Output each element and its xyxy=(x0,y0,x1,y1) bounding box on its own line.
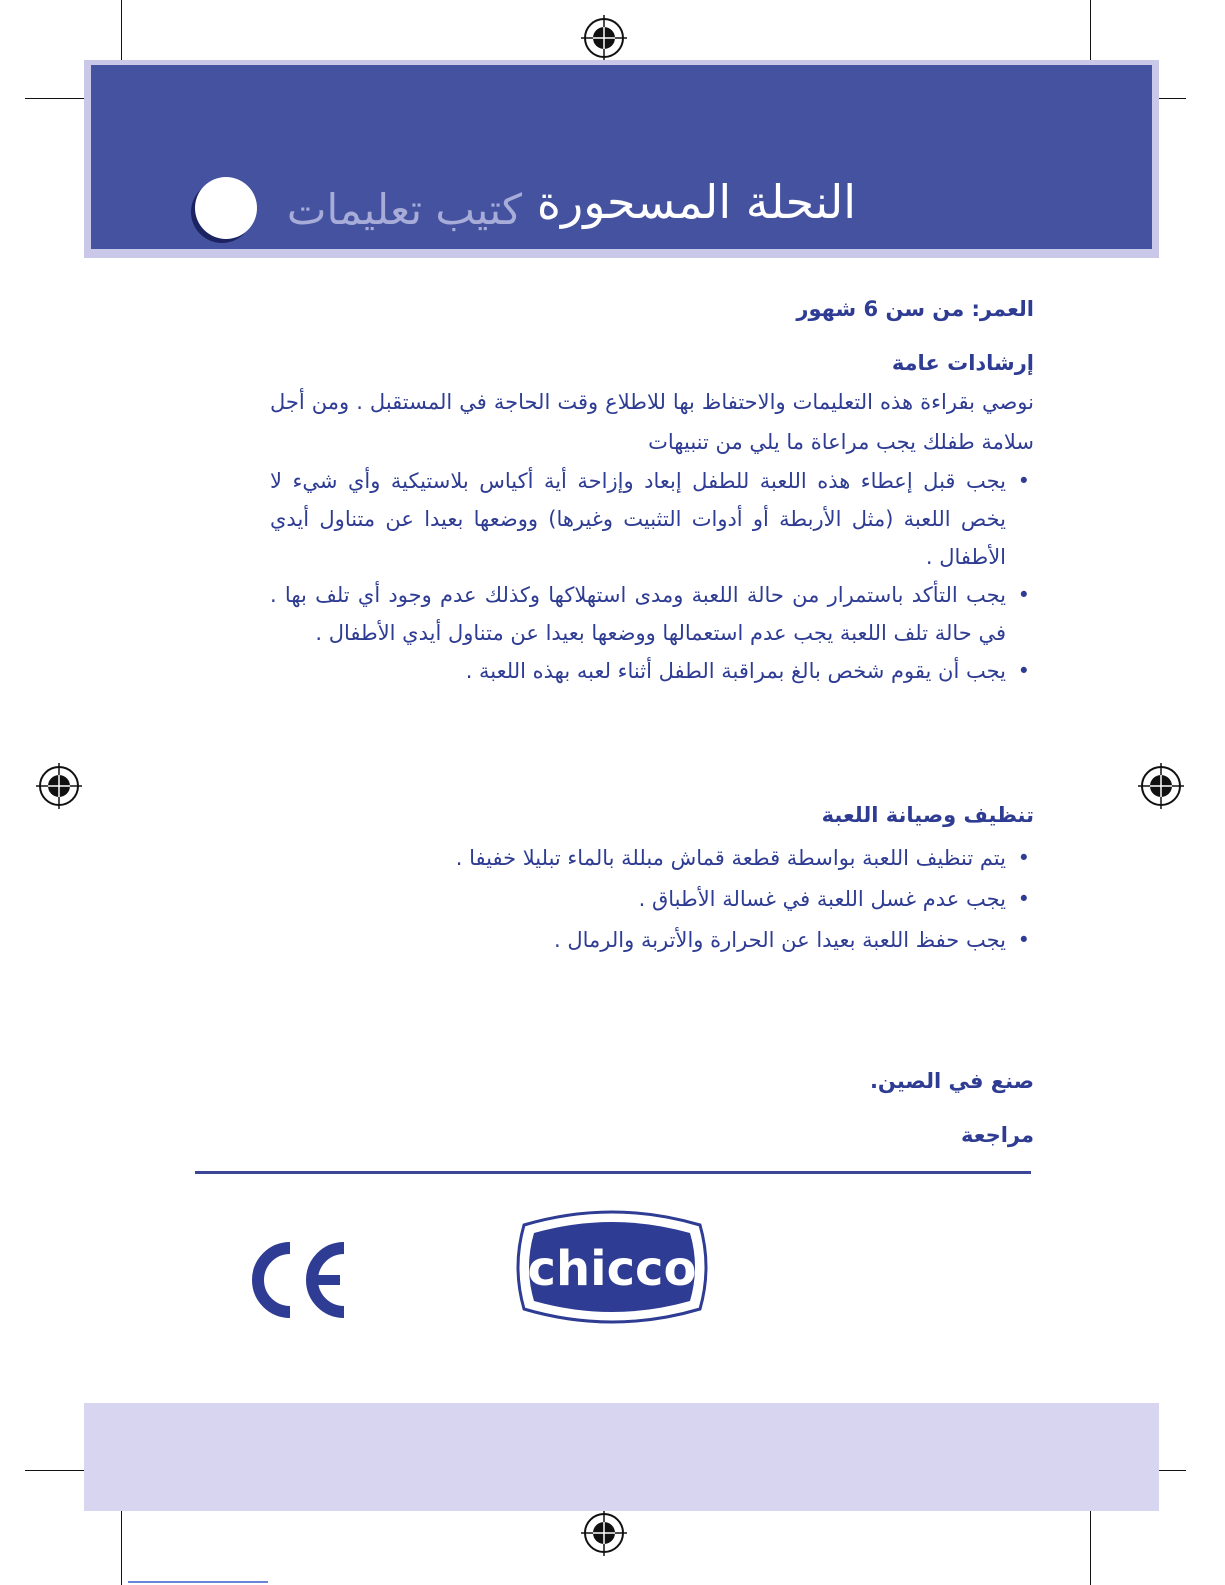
list-item: • يجب قبل إعطاء هذه اللعبة للطفل إبعاد وإزاحة أية أكياس بلاستيكية وأي شيء لا يخص اللعبة (مثل الأربطة أو أدوات التثبيت وغيرها) ووضعها بعيدا عن متناول أيدي الأطفال . xyxy=(270,462,1034,576)
footer-band xyxy=(84,1403,1159,1511)
ce-mark-icon xyxy=(246,1240,350,1320)
ce-mark-text: CE xyxy=(298,1280,300,1281)
registration-mark-right xyxy=(1138,763,1184,809)
list-item: • يتم تنظيف اللعبة بواسطة قطعة قماش مبللة بالماء تبليلا خفيفا . xyxy=(270,838,1034,879)
cleaning-list xyxy=(270,838,1034,961)
list-item: • يجب أن يقوم شخص بالغ بمراقبة الطفل أثناء لعبه بهذه اللعبة . xyxy=(270,652,1034,690)
product-title: النحلة المسحورة xyxy=(536,175,856,229)
made-in-label: صنع في الصين. xyxy=(869,1069,1034,1093)
chicco-logo xyxy=(512,1205,712,1329)
header-panel xyxy=(91,65,1152,249)
registration-mark-left xyxy=(36,763,82,809)
document-subtitle: كتيب تعليمات xyxy=(286,185,522,234)
list-item: • يجب عدم غسل اللعبة في غسالة الأطباق . xyxy=(270,879,1034,920)
registration-mark-bottom xyxy=(581,1510,627,1556)
cleaning-section xyxy=(270,796,1034,961)
registration-mark-top xyxy=(581,15,627,61)
header-band xyxy=(84,60,1159,258)
general-intro: نوصي بقراءة هذه التعليمات والاحتفاظ بها للاطلاع وقت الحاجة في المستقبل . ومن أجل سلامة طفلك يجب مراعاة ما يلي من تنبيهات xyxy=(270,390,1034,454)
language-badge-icon xyxy=(185,171,259,245)
age-range: العمر: من سن 6 شهور xyxy=(796,297,1034,321)
general-section xyxy=(270,344,1034,690)
chicco-logo-text: chicco xyxy=(527,1241,697,1297)
review-label: مراجعة xyxy=(961,1123,1034,1147)
divider xyxy=(195,1171,1031,1174)
general-heading: إرشادات عامة xyxy=(891,351,1034,375)
cleaning-heading: تنظيف وصيانة اللعبة xyxy=(821,803,1034,827)
edge-line xyxy=(128,1581,268,1583)
general-list xyxy=(270,462,1034,690)
list-item: • يجب حفظ اللعبة بعيدا عن الحرارة والأتربة والرمال . xyxy=(270,920,1034,961)
list-item: • يجب التأكد باستمرار من حالة اللعبة ومدى استهلاكها وكذلك عدم وجود أي تلف بها . في حالة تلف اللعبة يجب عدم استعمالها ووضعها بعيدا عن متناول أيدي الأطفال . xyxy=(270,576,1034,652)
